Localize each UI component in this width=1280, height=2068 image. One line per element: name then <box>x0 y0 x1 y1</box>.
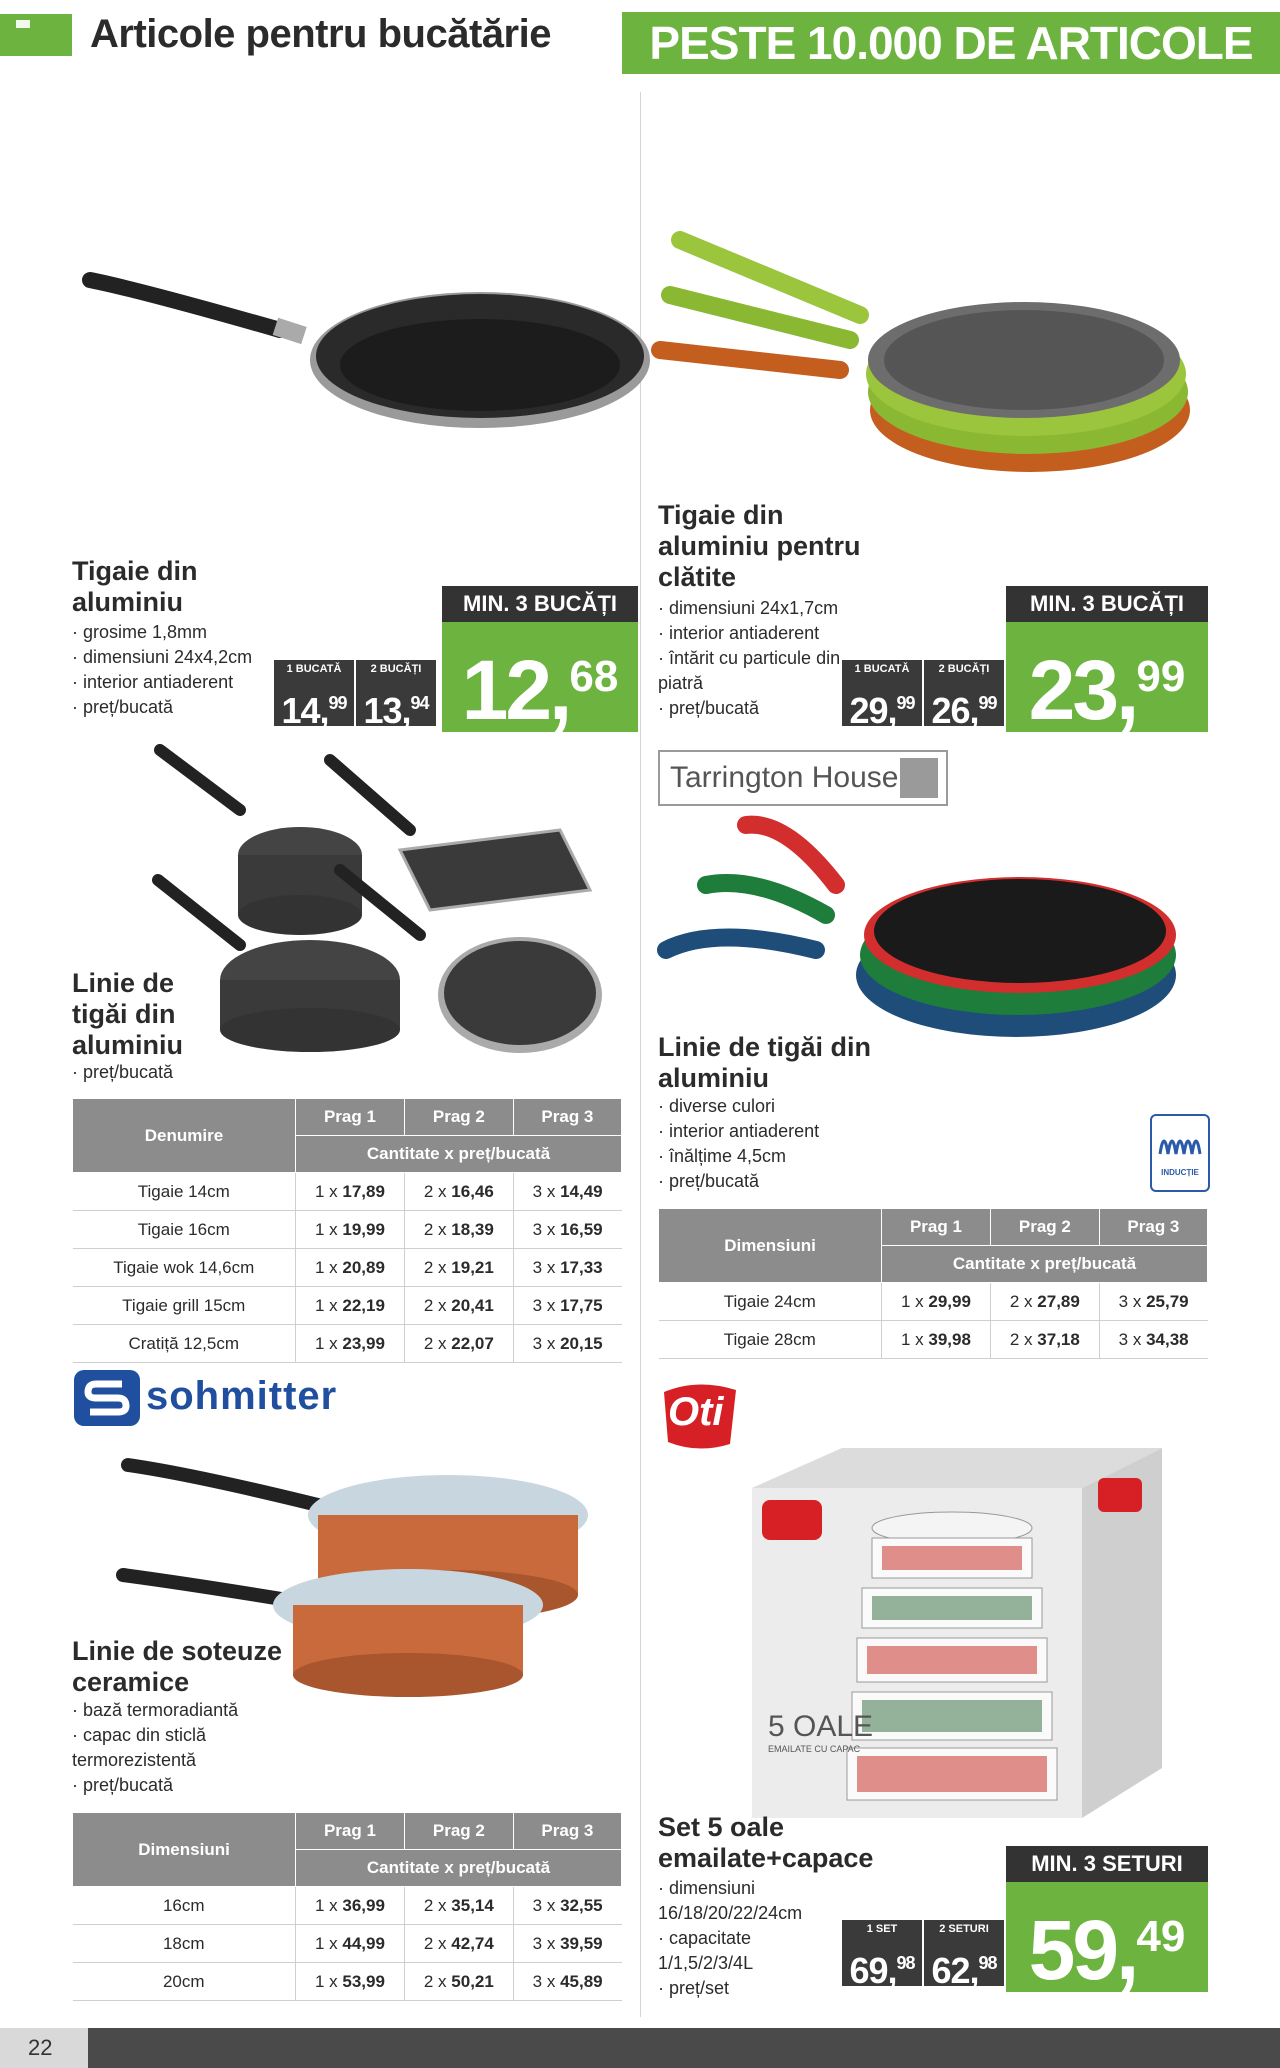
colored-pans-image <box>656 815 1186 1055</box>
induction-icon <box>1158 1124 1202 1160</box>
product-specs: · preț/bucată <box>72 1060 173 1085</box>
price-1-set: 1 SET 69,98 <box>842 1920 922 1986</box>
product-specs: · diverse culori · interior antiaderent · înălțime 4,5cm · preț/bucată <box>658 1094 819 1194</box>
pan-line-image <box>150 740 610 1070</box>
product-specs: · dimensiuni 24x1,7cm · interior antiaderent · întărit cu particule din piatră · preț/bucată <box>658 596 840 721</box>
price-tiers-table: Dimensiuni Prag 1 Prag 2 Prag 3 Cantitate x preț/bucată Tigaie 24cm 1 x 29,99 2 x 27,89 3 x 25,79 Tigaie 28cm 1 x 39,98 2 x 37,18 3 x 34,38 <box>658 1208 1208 1359</box>
price-1-piece: 1 BUCATĂ 29,99 <box>842 660 922 726</box>
price-2-pieces: 2 BUCĂȚI 26,99 <box>924 660 1004 726</box>
price-min-3-sets: MIN. 3 SETURI 59,49 <box>1006 1846 1208 1992</box>
table-row: Tigaie wok 14,6cm 1 x 20,89 2 x 19,21 3 x 17,33 <box>73 1249 622 1287</box>
table-row: 18cm 1 x 44,99 2 x 42,74 3 x 39,59 <box>73 1925 622 1963</box>
footer-bar <box>0 2028 1280 2068</box>
table-row: Tigaie 16cm 1 x 19,99 2 x 18,39 3 x 16,59 <box>73 1211 622 1249</box>
price-tiers-table: Dimensiuni Prag 1 Prag 2 Prag 3 Cantitate x preț/bucată 16cm 1 x 36,99 2 x 35,14 3 x 32,55 18cm 1 x 44,99 2 x 42,74 3 x 39,59 20cm 1 x 53,99 2 x 50,21 3 x 45,89 <box>72 1812 622 2001</box>
sohmitter-s-icon <box>74 1370 140 1426</box>
box-label: 5 OALE <box>768 1710 874 1743</box>
header-flag <box>0 14 72 56</box>
table-row: Tigaie 14cm 1 x 17,89 2 x 16,46 3 x 14,49 <box>73 1173 622 1211</box>
table-row: Tigaie 24cm 1 x 29,99 2 x 27,89 3 x 25,79 <box>659 1283 1208 1321</box>
table-row: 16cm 1 x 36,99 2 x 35,14 3 x 32,55 <box>73 1887 622 1925</box>
pot-set-box-image <box>752 1448 1162 1818</box>
product-title-set-oale: Set 5 oale emailate+capace <box>658 1812 874 1873</box>
page-title: Articole pentru bucătărie <box>90 12 551 56</box>
crepe-pans-image <box>650 230 1210 490</box>
product-title-tigaie-clatite: Tigaie din aluminiu pentru clătite <box>658 500 861 592</box>
product-title-soteuze: Linie de soteuze ceramice <box>72 1636 283 1697</box>
price-tiers-table: Denumire Prag 1 Prag 2 Prag 3 Cantitate x preț/bucată Tigaie 14cm 1 x 17,89 2 x 16,46 3 x 14,49 Tigaie 16cm 1 x 19,99 2 x 18,39 3 x 16,59 Tigaie wok 14,6cm 1 x 20,89 2 x 19,21 3 x 17,33 Tigaie grill 15cm 1 x 22,19 2 x 20,41 3 x 17,75 Cratiță 12,5cm 1 x 23,99 2 x 22,07 3 x 20,15 <box>72 1098 622 1363</box>
product-title-tigaie-aluminiu: Tigaie din aluminiu <box>72 556 198 617</box>
price-2-sets: 2 SETURI 62,98 <box>924 1920 1004 1986</box>
price-min-3: MIN. 3 BUCĂȚI 12,68 <box>442 586 638 732</box>
table-row: Cratiță 12,5cm 1 x 23,99 2 x 22,07 3 x 20,15 <box>73 1325 622 1363</box>
header-banner: PESTE 10.000 DE ARTICOLE <box>622 12 1280 74</box>
product-specs: · dimensiuni 16/18/20/22/24cm · capacitate 1/1,5/2/3/4L · preț/set <box>658 1876 802 2001</box>
induction-badge: INDUCȚIE <box>1150 1114 1210 1192</box>
table-row: Tigaie 28cm 1 x 39,98 2 x 37,18 3 x 34,38 <box>659 1321 1208 1359</box>
table-row: 20cm 1 x 53,99 2 x 50,21 3 x 45,89 <box>73 1963 622 2001</box>
price-1-piece: 1 BUCATĂ 14,99 <box>274 660 354 726</box>
table-row: Tigaie grill 15cm 1 x 22,19 2 x 20,41 3 x 17,75 <box>73 1287 622 1325</box>
house-icon <box>900 758 938 798</box>
product-specs: · grosime 1,8mm · dimensiuni 24x4,2cm · interior antiaderent · preț/bucată <box>72 620 252 720</box>
wok-pan-image <box>80 250 640 450</box>
page-number: 22 <box>0 2028 88 2068</box>
price-min-3: MIN. 3 BUCĂȚI 23,99 <box>1006 586 1208 732</box>
box-sublabel: EMAILATE CU CAPAC <box>768 1744 861 1754</box>
price-2-pieces: 2 BUCĂȚI 13,94 <box>356 660 436 726</box>
product-title-linie-tigai: Linie de tigăi din aluminiu <box>72 968 184 1060</box>
brand-logo-tarrington-house: Tarrington House <box>658 750 948 806</box>
product-title-linie-tigai-color: Linie de tigăi din aluminiu <box>658 1032 872 1093</box>
product-specs: · bază termoradiantă · capac din sticlă termorezistentă · preț/bucată <box>72 1698 238 1798</box>
